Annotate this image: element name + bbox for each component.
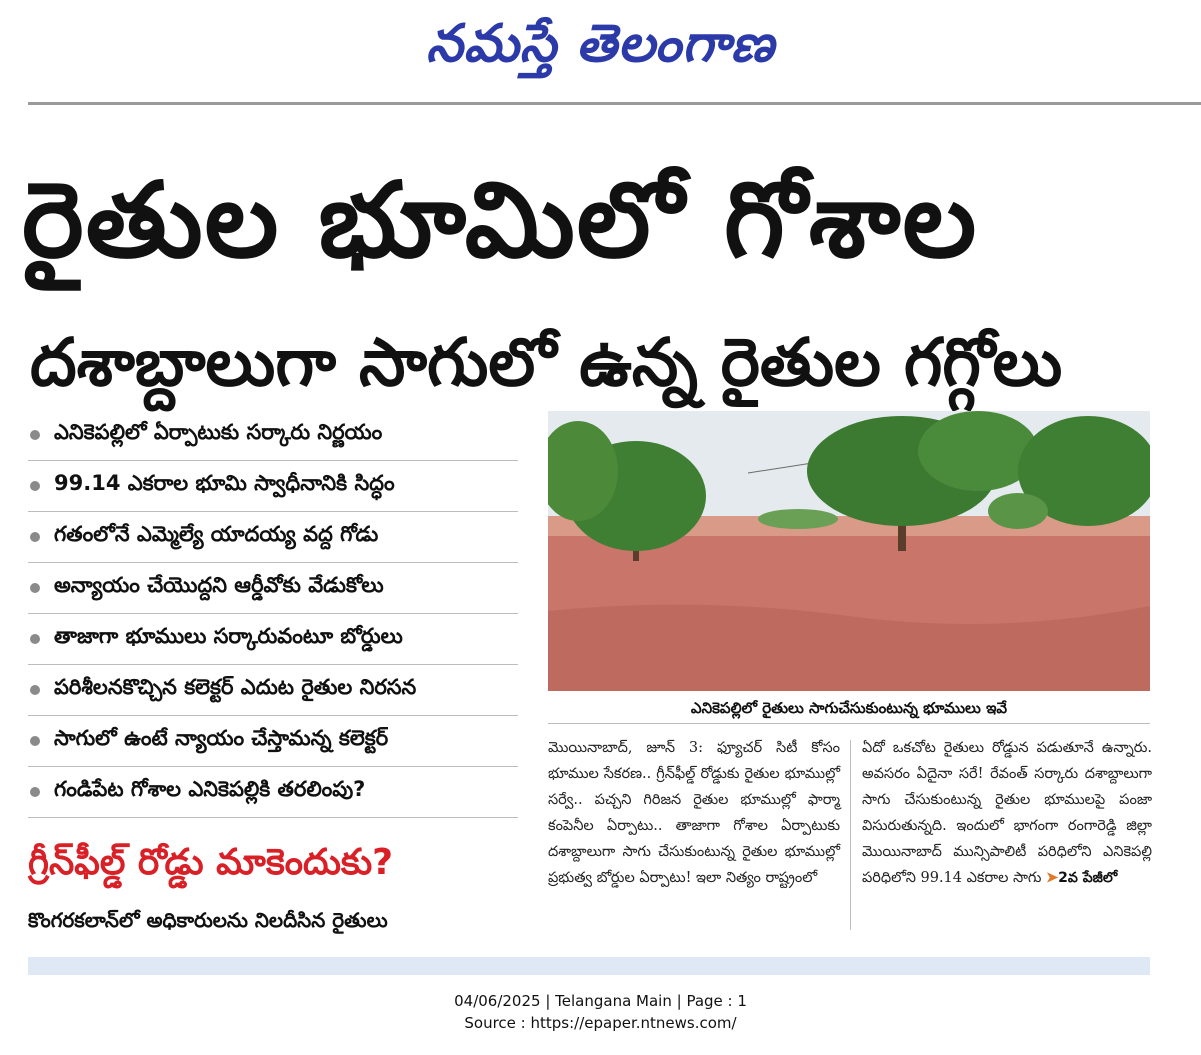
bullet-dot-icon xyxy=(30,430,40,440)
bullet-dot-icon xyxy=(30,634,40,644)
column-divider xyxy=(850,740,851,930)
bullet-dot-icon xyxy=(30,736,40,746)
bullet-item: 99.14 ఎకరాల భూమి స్వాధీనానికి సిద్ధం xyxy=(28,461,518,512)
main-headline: రైతుల భూమిలో గోశాల xyxy=(22,159,979,281)
farmland-photo-illustration xyxy=(548,411,1150,691)
photo-caption: ఎనికెపల్లిలో రైతులు సాగుచేసుకుంటున్న భూములు ఇవే xyxy=(548,692,1150,724)
bullet-item: గతంలోనే ఎమ్మెల్యే యాదయ్య వద్ద గోడు xyxy=(28,512,518,563)
bullet-item: సాగులో ఉంటే న్యాయం చేస్తామన్న కలెక్టర్‌ xyxy=(28,716,518,767)
continue-arrow-icon: ➤ xyxy=(1046,869,1059,886)
newspaper-masthead: నమస్తే తెలంగాణ xyxy=(426,13,775,74)
article-body-column-1: మొయినాబాద్‌, జూన్‌ 3: ఫ్యూచర్‌ సిటీ కోసం భూముల సేకరణ.. గ్రీన్‌ఫీల్డ్‌ రోడ్డుకు రైతుల భూముల్లో సర్వే.. పచ్చని గిరిజన రైతుల భూముల్లో ఫార్మా కంపెనీల ఏర్పాటు.. తాజాగా గోశాల ఏర్పాటుకు దశాబ్దాలుగా సాగు చేసుకుంటున్న రైతుల భూముల్లో ప్రభుత్వ బోర్డుల ఏర్పాటు! ఇలా నిత్యం రాష్ట్రంలో xyxy=(548,740,840,886)
bullet-item: గండిపేట గోశాల ఎనికెపల్లికి తరలింపు? xyxy=(28,767,518,818)
bullet-item: పరిశీలనకొచ్చిన కలెక్టర్‌ ఎదుట రైతుల నిరసన xyxy=(28,665,518,716)
bullet-dot-icon xyxy=(30,532,40,542)
bullet-dot-icon xyxy=(30,481,40,491)
farmland-photo xyxy=(548,411,1150,691)
footer-source: Source : https://epaper.ntnews.com/ xyxy=(464,1014,737,1032)
footer-date-page: 04/06/2025 | Telangana Main | Page : 1 xyxy=(454,992,747,1010)
bullet-item: ఎనికెపల్లిలో ఏర్పాటుకు సర్కారు నిర్ణయం xyxy=(28,410,518,461)
red-headline: గ్రీన్‌ఫీల్డ్‌ రోడ్డు మాకెందుకు? xyxy=(28,842,394,883)
bullet-item: అన్యాయం చేయొద్దని ఆర్డీవోకు వేడుకోలు xyxy=(28,563,518,614)
red-subline: కొంగరకలాన్‌లో అధికారులను నిలదీసిన రైతులు xyxy=(28,908,388,932)
bullet-dot-icon xyxy=(30,583,40,593)
sub-headline: దశాబ్దాలుగా సాగులో ఉన్న రైతుల గగ్గోలు xyxy=(30,324,1063,401)
article-body-column-2-text: ఏదో ఒకచోట రైతులు రోడ్డున పడుతూనే ఉన్నారు. అవసరం ఏదైనా సరే! రేవంత్‌ సర్కారు దశాబ్దాలుగా సాగు చేసుకుంటున్న రైతుల భూములపై పంజా విసురుతున్నది. ఇందులో భాగంగా రంగారెడ్డి జిల్లా మొయినాబాద్‌ మున్సిపాలిటీ పరిధిలోని ఎనికెపల్లి పరిధిలోని 99.14 ఎకరాల సాగు xyxy=(862,740,1152,886)
page-footer xyxy=(0,990,1201,1034)
masthead-divider xyxy=(28,102,1201,105)
bullet-dot-icon xyxy=(30,787,40,797)
bullet-dot-icon xyxy=(30,685,40,695)
continued-on-page: 2వ పేజీలో xyxy=(1058,870,1118,886)
next-article-strip xyxy=(28,957,1150,975)
bullet-list xyxy=(28,410,518,818)
article-body-column-2 xyxy=(862,735,1152,935)
bullet-item: తాజాగా భూములు సర్కారువంటూ బోర్డులు xyxy=(28,614,518,665)
